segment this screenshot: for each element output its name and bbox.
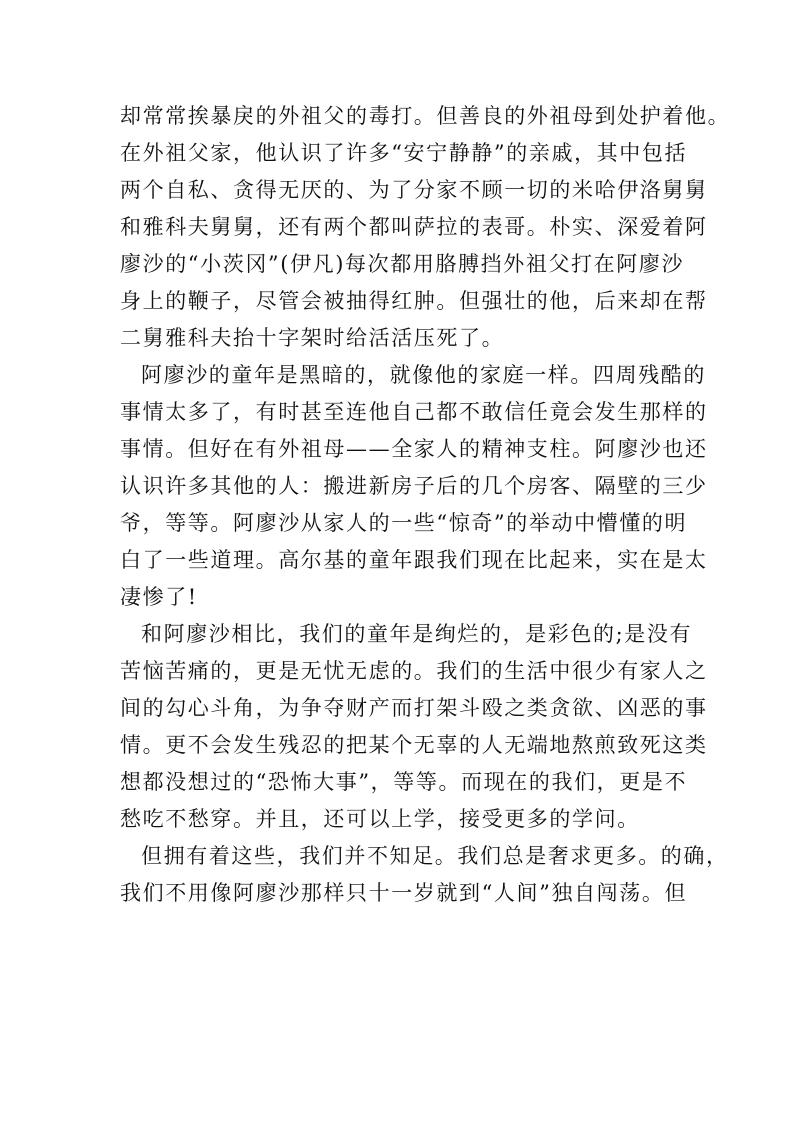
text-line: 爷，等等。阿廖沙从家人的一些“惊奇”的举动中懵懂的明 [120,511,688,535]
text-line: 和雅科夫舅舅，还有两个都叫萨拉的表哥。朴实、深爱着阿 [120,215,708,239]
text-line: 间的勾心斗角，为争夺财产而打架斗殴之类贪欲、凶恶的事 [120,696,708,720]
text-line: 认识许多其他的人：搬进新房子后的几个房客、隔壁的三少 [120,474,708,498]
text-line: 凄惨了! [120,585,198,609]
text-line: 白了一些道理。高尔基的童年跟我们现在比起来，实在是太 [120,548,708,572]
text-line: 情。更不会发生残忍的把某个无辜的人无端地熬煎致死这类 [120,733,708,757]
paragraph-start-line: 阿廖沙的童年是黑暗的，就像他的家庭一样。四周残酷的 [141,363,706,387]
paragraph-start-line: 和阿廖沙相比，我们的童年是绚烂的，是彩色的;是没有 [141,622,693,646]
essay-body [120,98,731,912]
text-line: 二舅雅科夫抬十字架时给活活压死了。 [120,326,505,350]
text-line: 在外祖父家，他认识了许多“安宁静静”的亲戚，其中包括 [120,141,688,165]
text-line: 廖沙的“小茨冈”(伊凡)每次都用胳膊挡外祖父打在阿廖沙 [120,252,685,276]
text-line: 却常常挨暴戾的外祖父的毒打。但善良的外祖母到处护着他。 [120,104,731,128]
text-line: 想都没想过的“恐怖大事”，等等。而现在的我们，更是不 [120,770,688,794]
text-line: 身上的鞭子，尽管会被抽得红肿。但强壮的他，后来却在帮 [120,289,708,313]
text-line: 事情太多了，有时甚至连他自己都不敢信任竟会发生那样的 [120,400,708,424]
text-line: 我们不用像阿廖沙那样只十一岁就到“人间”独自闯荡。但 [120,881,688,905]
text-line: 愁吃不愁穿。并且，还可以上学，接受更多的学问。 [120,807,640,831]
paragraph-start-line: 但拥有着这些，我们并不知足。我们总是奢求更多。的确， [141,844,729,868]
text-line: 事情。但好在有外祖母——全家人的精神支柱。阿廖沙也还 [120,437,708,461]
text-line: 两个自私、贪得无厌的、为了分家不顾一切的米哈伊洛舅舅 [120,178,708,202]
text-line: 苦恼苦痛的，更是无忧无虑的。我们的生活中很少有家人之 [120,659,708,683]
